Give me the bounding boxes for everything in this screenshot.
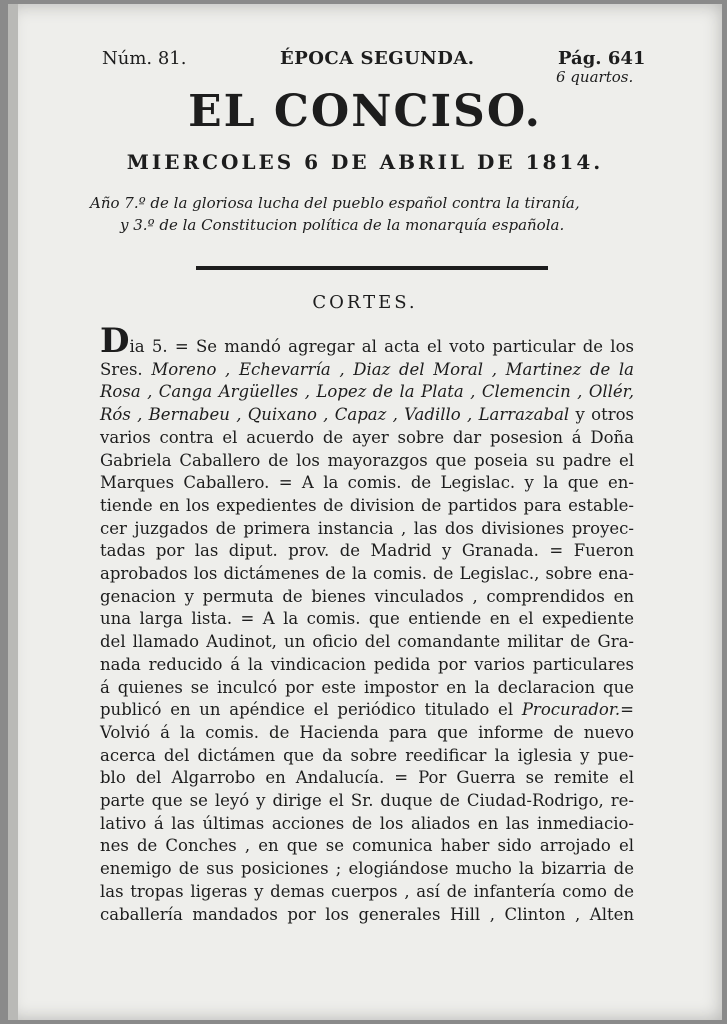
article-line: Sres. Moreno , Echevarría , Diaz del Moral , Martinez de la: [100, 359, 634, 379]
dedication-line: [90, 192, 650, 236]
article-line: publicó en un apéndice el periódico titulado el Procurador.=: [100, 700, 634, 720]
article-line: blo del Algarrobo en Andalucía. = Por Guerra se remite el: [100, 768, 634, 788]
section-divider: [196, 266, 548, 270]
price-label: 6 quartos.: [556, 68, 634, 86]
dedication-line-1: Año 7.º de la gloriosa lucha del pueblo español contra la tiranía,: [90, 194, 580, 212]
article-line: del llamado Audinot, un oficio del comandante militar de Gra-: [100, 632, 634, 652]
masthead-title: EL CONCISO.: [188, 86, 542, 137]
article-line: Marques Caballero. = A la comis. de Legislac. y la que en-: [100, 473, 634, 493]
article-line: varios contra el acuerdo de ayer sobre dar posesion á Doña: [100, 427, 634, 447]
article-line: genacion y permuta de bienes vinculados , comprendidos en: [100, 586, 634, 606]
article-line: nada reducido á la vindicacion pedida por varios particulares: [100, 654, 634, 674]
issue-number: Núm. 81.: [102, 48, 187, 69]
series-label: ÉPOCA SEGUNDA.: [280, 48, 475, 69]
article-line: Gabriela Caballero de los mayorazgos que poseia su padre el: [100, 450, 634, 470]
newspaper-page: [8, 4, 722, 1020]
article-line: una larga lista. = A la comis. que entiende en el expediente: [100, 609, 634, 629]
article-line: á quienes se inculcó por este impostor en la declaracion que: [100, 677, 634, 697]
page-number: Pág. 641: [558, 48, 646, 69]
article-line: enemigo de sus posiciones ; elogiándose mucho la bizarria de: [100, 859, 634, 879]
dedication-line-2: y 3.º de la Constitucion política de la monarquía española.: [120, 216, 565, 234]
article-line: Rosa , Canga Argüelles , Lopez de la Plata , Clemencin , Ollér,: [100, 382, 634, 402]
section-heading: CORTES.: [312, 292, 418, 313]
article-line: nes de Conches , en que se comunica haber sido arrojado el: [100, 836, 634, 856]
article-line: parte que se leyó y dirige el Sr. duque de Ciudad-Rodrigo, re-: [100, 791, 634, 811]
article-line: Dia 5. = Se mandó agregar al acta el voto particular de los: [100, 321, 634, 361]
article-line: Volvió á la comis. de Hacienda para que informe de nuevo: [100, 722, 634, 742]
article-line: las tropas ligeras y demas cuerpos , así de infantería como de: [100, 881, 634, 901]
article-line: tadas por las diput. prov. de Madrid y Granada. = Fueron: [100, 541, 634, 561]
article-line: caballería mandados por los generales Hill , Clinton , Alten: [100, 904, 634, 924]
article-line: tiende en los expedientes de division de partidos para estable-: [100, 495, 634, 515]
article-line: Rós , Bernabeu , Quixano , Capaz , Vadillo , Larrazabal y otros: [100, 405, 634, 425]
article-line: cer juzgados de primera instancia , las dos divisiones proyec-: [100, 518, 634, 538]
drop-cap: D: [100, 321, 130, 361]
article-line: aprobados los dictámenes de la comis. de Legislac., sobre ena-: [100, 564, 634, 584]
article-body: [100, 321, 634, 926]
article-line: lativo á las últimas acciones de los aliados en las inmediacio-: [100, 813, 634, 833]
issue-date: MIERCOLES 6 DE ABRIL DE 1814.: [126, 150, 604, 174]
article-line: acerca del dictámen que da sobre reedificar la iglesia y pue-: [100, 745, 634, 765]
